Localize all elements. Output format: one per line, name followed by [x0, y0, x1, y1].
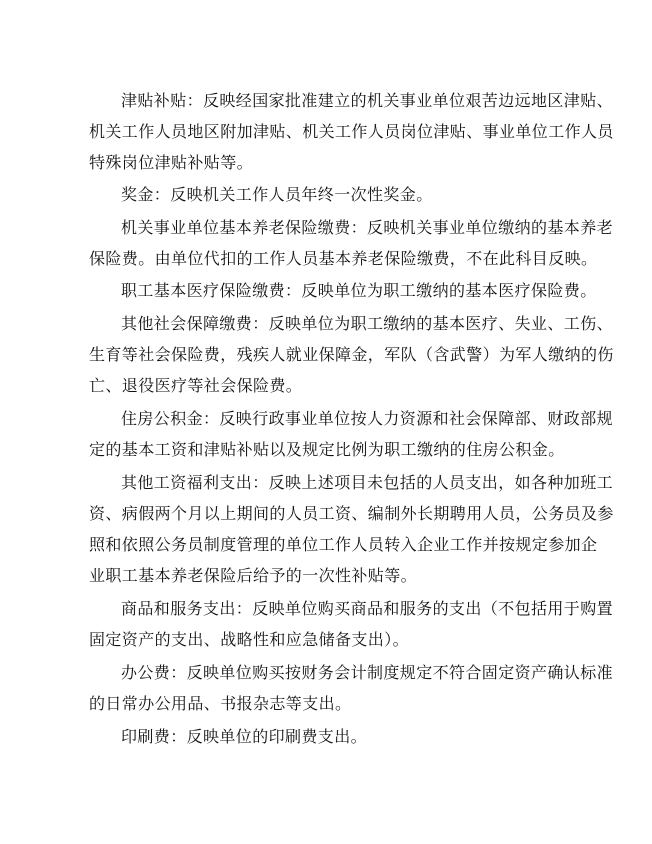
paragraph-housing-line-2: 定的基本工资和津贴补贴以及规定比例为职工缴纳的住房公积金。 — [89, 440, 565, 459]
paragraph-housing-line-1: 住房公积金：反映行政事业单位按人力资源和社会保障部、财政部规 — [121, 409, 614, 428]
paragraph-printing-line-1: 印刷费：反映单位的印刷费支出。 — [121, 727, 368, 746]
paragraph-other-social-line-1: 其他社会保障缴费：反映单位为职工缴纳的基本医疗、失业、工伤、 — [121, 314, 614, 333]
paragraph-allowance-line-3: 特殊岗位津贴补贴等。 — [89, 153, 254, 172]
paragraph-pension-line-1: 机关事业单位基本养老保险缴费：反映机关事业单位缴纳的基本养老 — [121, 218, 614, 237]
paragraph-office-line-1: 办公费：反映单位购买按财务会计制度规定不符合固定资产确认标准 — [121, 663, 614, 682]
paragraph-goods-services-line-2: 固定资产的支出、战略性和应急储备支出）。 — [89, 630, 410, 649]
paragraph-medical-line-1: 职工基本医疗保险缴费：反映单位为职工缴纳的基本医疗保险费。 — [121, 281, 597, 300]
paragraph-bonus-line-1: 奖金：反映机关工作人员年终一次性奖金。 — [121, 185, 433, 204]
paragraph-other-social-line-3: 亡、退役医疗等社会保险费。 — [89, 376, 303, 395]
paragraph-pension-line-2: 保险费。由单位代扣的工作人员基本养老保险缴费，不在此科目反映。 — [89, 249, 598, 268]
paragraph-other-social-line-2: 生育等社会保险费，残疾人就业保障金，军队（含武警）为军人缴纳的伤 — [89, 345, 614, 364]
paragraph-other-welfare-line-2: 资、病假两个月以上期间的人员工资、编制外长期聘用人员，公务员及参 — [89, 504, 614, 523]
paragraph-goods-services-line-1: 商品和服务支出：反映单位购买商品和服务的支出（不包括用于购置 — [121, 599, 614, 618]
paragraph-allowance-line-1: 津贴补贴：反映经国家批准建立的机关事业单位艰苦边远地区津贴、 — [121, 91, 614, 110]
paragraph-other-welfare-line-3: 照和依照公务员制度管理的单位工作人员转入企业工作并按规定参加企 — [89, 535, 598, 554]
paragraph-allowance-line-2: 机关工作人员地区附加津贴、机关工作人员岗位津贴、事业单位工作人员 — [89, 122, 614, 141]
paragraph-other-welfare-line-4: 业职工基本养老保险后给予的一次性补贴等。 — [89, 566, 418, 585]
paragraph-office-line-2: 的日常办公用品、书报杂志等支出。 — [89, 694, 352, 713]
paragraph-other-welfare-line-1: 其他工资福利支出：反映上述项目未包括的人员支出，如各种加班工 — [121, 473, 614, 492]
